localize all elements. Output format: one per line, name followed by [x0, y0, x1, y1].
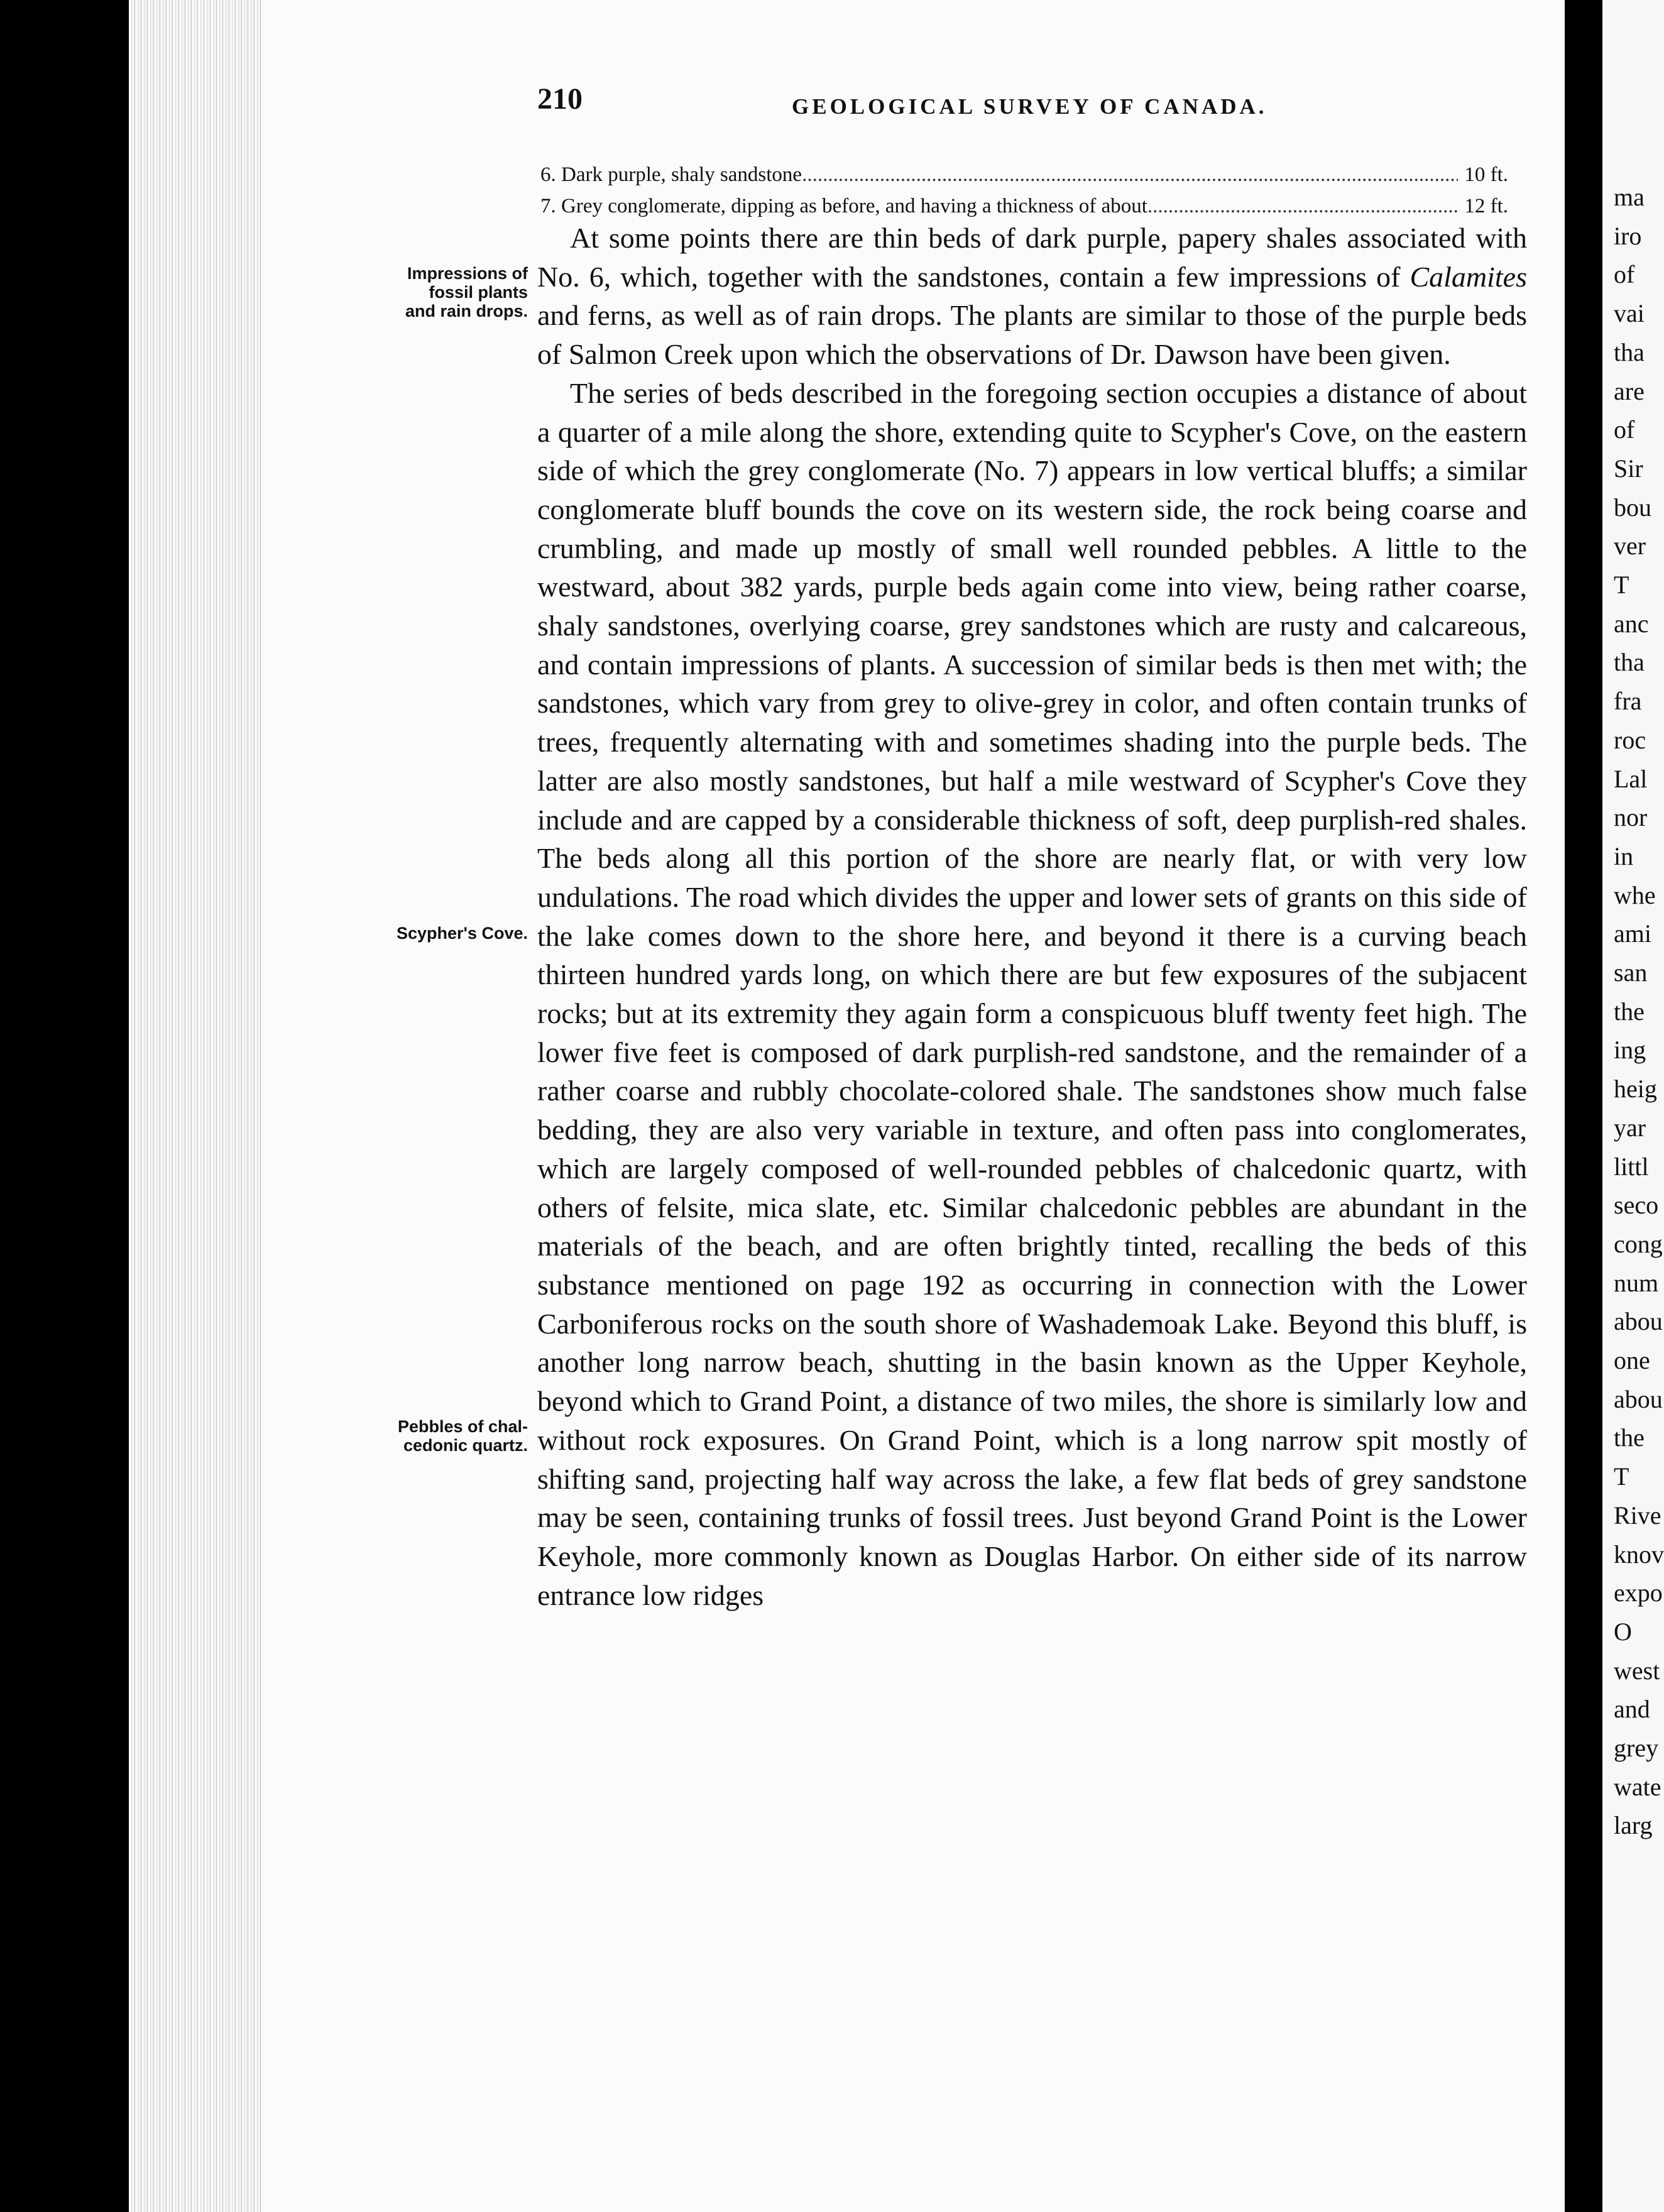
adjacent-page-word-fragment: cong — [1614, 1229, 1663, 1258]
adjacent-page-word-fragment: of — [1614, 415, 1635, 444]
adjacent-page-word-fragment: yar — [1614, 1113, 1646, 1142]
body-text — [537, 219, 1527, 1614]
running-head: GEOLOGICAL SURVEY OF CANADA. — [792, 94, 1267, 119]
scan-background — [0, 0, 135, 2212]
adjacent-page-word-fragment: and — [1614, 1695, 1650, 1724]
adjacent-page-word-fragment: ami — [1614, 919, 1651, 948]
page-number: 210 — [537, 82, 583, 116]
adjacent-page-word-fragment: tha — [1614, 648, 1645, 677]
adjacent-page-word-fragment: ma — [1614, 183, 1645, 211]
adjacent-page-word-fragment: num — [1614, 1268, 1659, 1297]
book-gutter — [1565, 0, 1602, 2212]
adjacent-page-word-fragment: Rive — [1614, 1501, 1661, 1530]
adjacent-page-word-fragment: roc — [1614, 725, 1646, 754]
adjacent-page-word-fragment: whe — [1614, 880, 1656, 909]
paragraph: At some points there are thin beds of dark purple, papery shales associated with No. 6, which, together with the sandstones, contain a few impressions of Calamites and ferns, as well as of rain drops. The plants are similar to those of the purple beds of Salmon Creek upon which the observations of Dr. Dawson have been given. — [537, 222, 1527, 371]
adjacent-page-word-fragment: iro — [1614, 221, 1642, 250]
genus-name: Calamites — [1409, 260, 1527, 293]
adjacent-page-word-fragment: T — [1614, 571, 1629, 599]
dot-leader — [802, 163, 1458, 187]
side-note-fossil-plants: Impressions of fossil plants and rain drops. — [405, 264, 528, 320]
dot-leader — [1147, 195, 1458, 218]
adjacent-page-word-fragment: tha — [1614, 337, 1645, 366]
adjacent-page-word-fragment: the — [1614, 997, 1645, 1026]
section-bed-thickness: 12 ft. — [1464, 195, 1508, 217]
adjacent-page-word-fragment: vai — [1614, 299, 1645, 328]
adjacent-page-word-fragment: knov — [1614, 1540, 1664, 1569]
adjacent-page-word-fragment: west — [1614, 1656, 1660, 1685]
adjacent-page-word-fragment: grey — [1614, 1734, 1659, 1762]
adjacent-page-word-fragment: abou — [1614, 1384, 1663, 1413]
adjacent-page-word-fragment: fra — [1614, 687, 1642, 716]
adjacent-page-word-fragment: abou — [1614, 1307, 1663, 1336]
adjacent-page-word-fragment: nor — [1614, 803, 1648, 832]
adjacent-page-word-fragment: littl — [1614, 1152, 1649, 1181]
section-bed-description: 6. Dark purple, shaly sandstone — [540, 163, 802, 186]
adjacent-page-word-fragment: in — [1614, 841, 1634, 870]
adjacent-page-word-fragment: the — [1614, 1423, 1645, 1452]
paragraph: The series of beds described in the foregoing section occupies a distance of about a quarter of a mile along the shore, extending quite to Scypher's Cove, on the eastern side of which the grey conglomerate (No. 7) appears in low vertical bluffs; a similar conglomerate bluff bounds the cove on its western side, the rock being coarse and crumbling, and made up mostly of small well rounded pebbles. A little to the westward, about 382 yards, purple beds again come into view, being rather coarse, shaly sandstones, overlying coarse, grey sandstones which are rusty and calcareous, and contain impressions of plants. A succession of similar beds is then met with; the sandstones, which vary from grey to olive-grey in color, and often contain trunks of trees, frequently alternating with and sometimes shading into the purple beds. The latter are also mostly sandstones, but half a mile westward of Scypher's Cove they include and are capped by a considerable thickness of soft, deep purplish-red shales. The beds along all this portion of the shore are nearly flat, or with very low undulations. The road which divides the upper and lower sets of grants on this side of the lake comes down to the shore here, and beyond it there is a curving beach thirteen hundred yards long, on which there are but few exposures of the subjacent rocks; but at its extremity they again form a conspicuous bluff twenty feet high. The lower five feet is composed of dark purplish-red sandstone, and the remainder of a rather coarse and rubbly chocolate-colored shale. The sandstones show much false bedding, they are also very variable in texture, and often pass into conglomerates, which are largely composed of well-rounded pebbles of chalcedonic quartz, with others of felsite, mica slate, etc. Similar chalcedonic pebbles are abundant in the materials of the beach, and are often brightly tinted, recalling the beds of this substance mentioned on page 192 as occurring in connection with the Lower Carboniferous rocks on the south shore of Washademoak Lake. Beyond this bluff, is another long narrow beach, shutting in the basin known as the Upper Keyhole, beyond which to Grand Point, a distance of two miles, the shore is similarly low and without rock exposures. On Grand Point, which is a long narrow spit mostly of shifting sand, projecting half way across the lake, a few flat beds of grey sandstone may be seen, containing trunks of fossil trees. Just beyond Grand Point is the Lower Keyhole, more commonly known as Douglas Harbor. On either side of its narrow entrance low ridges — [537, 376, 1527, 1611]
section-table-row — [540, 195, 1508, 218]
adjacent-page-word-fragment: larg — [1614, 1811, 1653, 1840]
adjacent-page-word-fragment: wate — [1614, 1772, 1661, 1801]
adjacent-page-word-fragment: Sir — [1614, 454, 1643, 483]
side-note-scyphers-cove: Scypher's Cove. — [396, 924, 528, 943]
adjacent-page-word-fragment: ing — [1614, 1036, 1646, 1065]
section-bed-description: 7. Grey conglomerate, dipping as before, and having a thickness of about — [540, 195, 1147, 217]
adjacent-page-word-fragment: T — [1614, 1462, 1629, 1491]
book-page-edges — [129, 0, 264, 2212]
adjacent-page-fragment — [1602, 0, 1664, 2212]
adjacent-page-word-fragment: O — [1614, 1617, 1632, 1646]
adjacent-page-word-fragment: expo — [1614, 1579, 1663, 1607]
adjacent-page-word-fragment: seco — [1614, 1191, 1659, 1220]
adjacent-page-word-fragment: san — [1614, 958, 1648, 987]
adjacent-page-word-fragment: bou — [1614, 493, 1651, 522]
side-note-chalcedonic-pebbles: Pebbles of chal- cedonic quartz. — [397, 1417, 528, 1455]
adjacent-page-word-fragment: anc — [1614, 609, 1649, 638]
adjacent-page-word-fragment: of — [1614, 260, 1635, 289]
section-bed-thickness: 10 ft. — [1464, 163, 1508, 186]
adjacent-page-word-fragment: one — [1614, 1346, 1650, 1374]
adjacent-page-word-fragment: Lal — [1614, 764, 1648, 793]
adjacent-page-word-fragment: are — [1614, 376, 1645, 405]
adjacent-page-word-fragment: ver — [1614, 532, 1646, 561]
adjacent-page-word-fragment: heig — [1614, 1075, 1657, 1103]
section-table-row — [540, 163, 1508, 187]
